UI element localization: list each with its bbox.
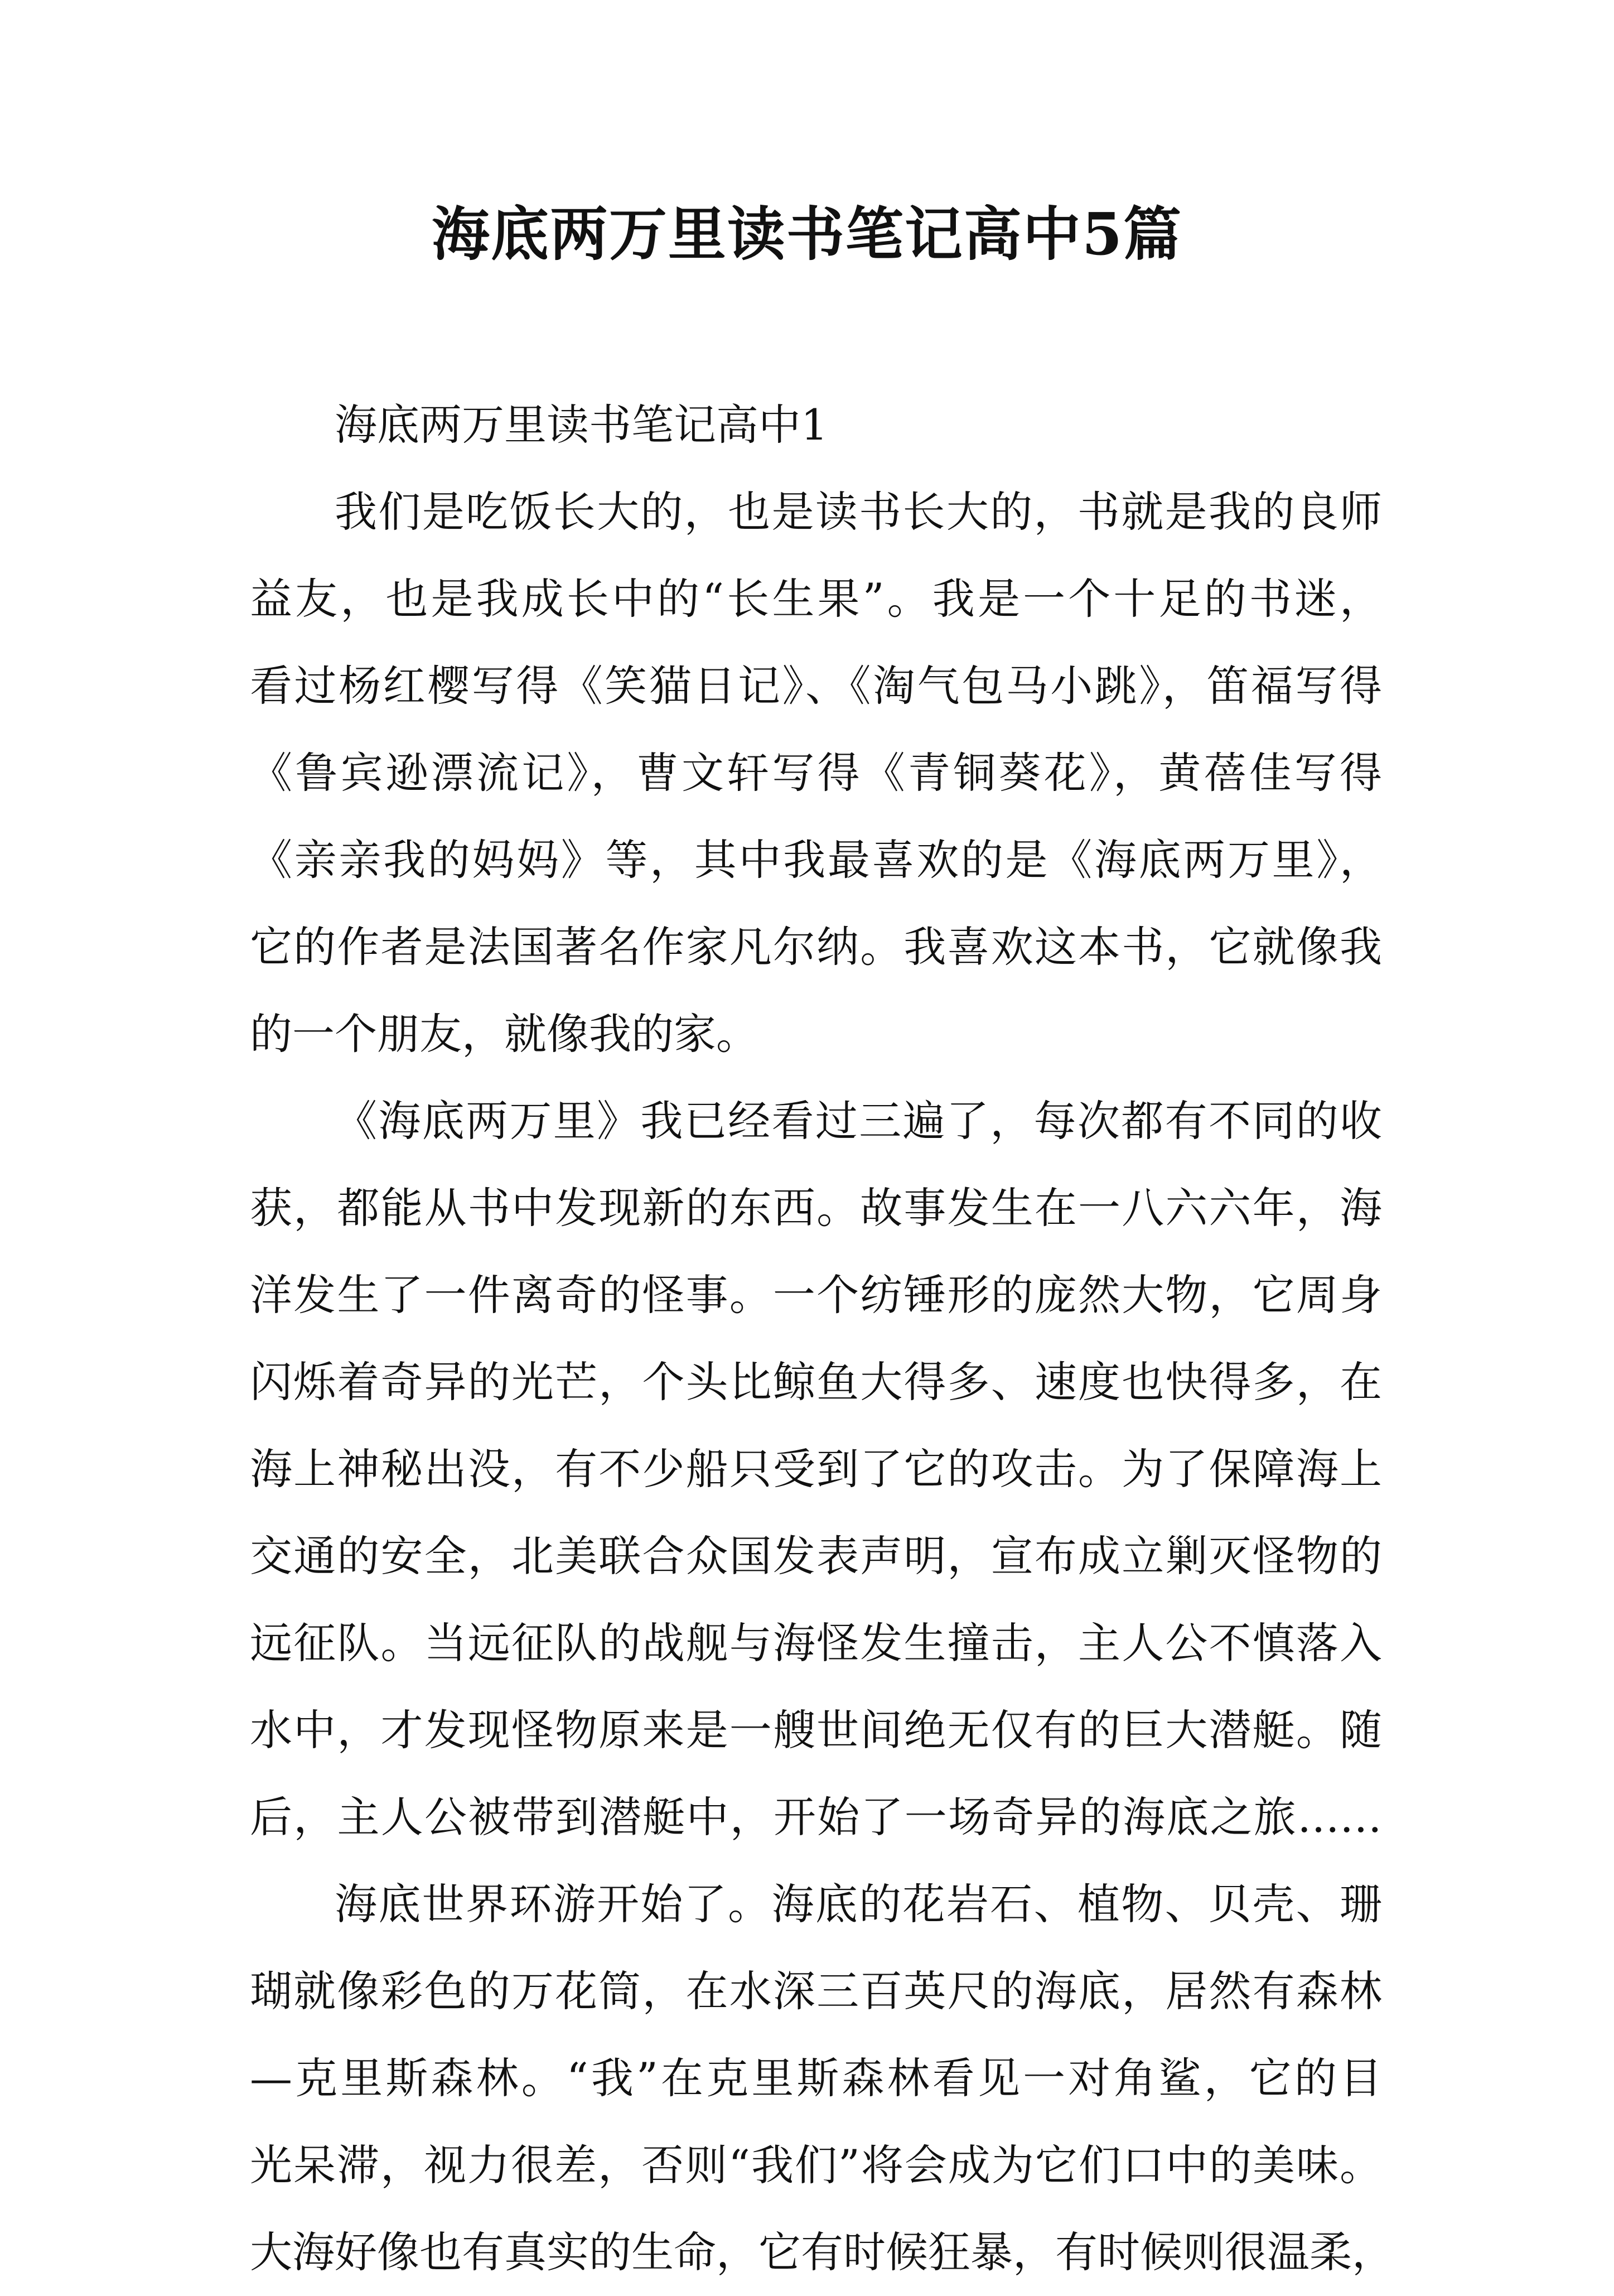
paragraph-line: 水中，才发现怪物原来是一艘世间绝无仅有的巨大潜艇。随 xyxy=(250,1705,1382,1755)
paragraph-line: 交通的安全，北美联合众国发表声明，宣布成立剿灭怪物的 xyxy=(250,1531,1382,1581)
paragraph-line: 大海好像也有真实的生命，它有时候狂暴，有时候则很温柔， xyxy=(250,2227,1394,2277)
paragraph-line: 益友，也是我成长中的“长生果”。我是一个十足的书迷， xyxy=(250,574,1382,624)
paragraph-line: 《亲亲我的妈妈》等，其中我最喜欢的是《海底两万里》， xyxy=(250,835,1382,885)
paragraph-line: 光呆滞，视力很差，否则“我们”将会成为它们口中的美味。 xyxy=(250,2140,1382,2190)
paragraph-line: —克里斯森林。“我”在克里斯森林看见一对角鲨，它的目 xyxy=(250,2053,1382,2103)
paragraph-line: 后，主人公被带到潜艇中，开始了一场奇异的海底之旅…… xyxy=(250,1792,1382,1842)
paragraph-line: 看过杨红樱写得《笑猫日记》、《淘气包马小跳》，笛福写得 xyxy=(250,661,1382,711)
paragraph-line: 的一个朋友，就像我的家。 xyxy=(250,1009,758,1059)
section-heading: 海底两万里读书笔记高中1 xyxy=(335,400,828,450)
paragraph-line: 我们是吃饭长大的，也是读书长大的，书就是我的良师 xyxy=(335,487,1382,537)
paragraph-line: 《鲁宾逊漂流记》，曹文轩写得《青铜葵花》，黄蓓佳写得 xyxy=(250,748,1382,798)
paragraph-line: 获，都能从书中发现新的东西。故事发生在一八六六年，海 xyxy=(250,1183,1382,1233)
paragraph-line: 洋发生了一件离奇的怪事。一个纺锤形的庞然大物，它周身 xyxy=(250,1270,1382,1320)
paragraph-line: 海底世界环游开始了。海底的花岩石、植物、贝壳、珊 xyxy=(335,1879,1382,1929)
paragraph-line: 海上神秘出没，有不少船只受到了它的攻击。为了保障海上 xyxy=(250,1444,1382,1494)
paragraph-line: 远征队。当远征队的战舰与海怪发生撞击，主人公不慎落入 xyxy=(250,1618,1382,1668)
paragraph-line: 瑚就像彩色的万花筒，在水深三百英尺的海底，居然有森林 xyxy=(250,1966,1382,2016)
document-title: 海底两万里读书笔记高中5篇 xyxy=(431,200,1183,268)
paragraph-line: 它的作者是法国著名作家凡尔纳。我喜欢这本书，它就像我 xyxy=(250,922,1382,972)
document-body xyxy=(250,382,1394,2296)
paragraph-line: 闪烁着奇异的光芒，个头比鲸鱼大得多、速度也快得多，在 xyxy=(250,1357,1382,1407)
paragraph-line: 《海底两万里》我已经看过三遍了，每次都有不同的收 xyxy=(335,1096,1382,1146)
